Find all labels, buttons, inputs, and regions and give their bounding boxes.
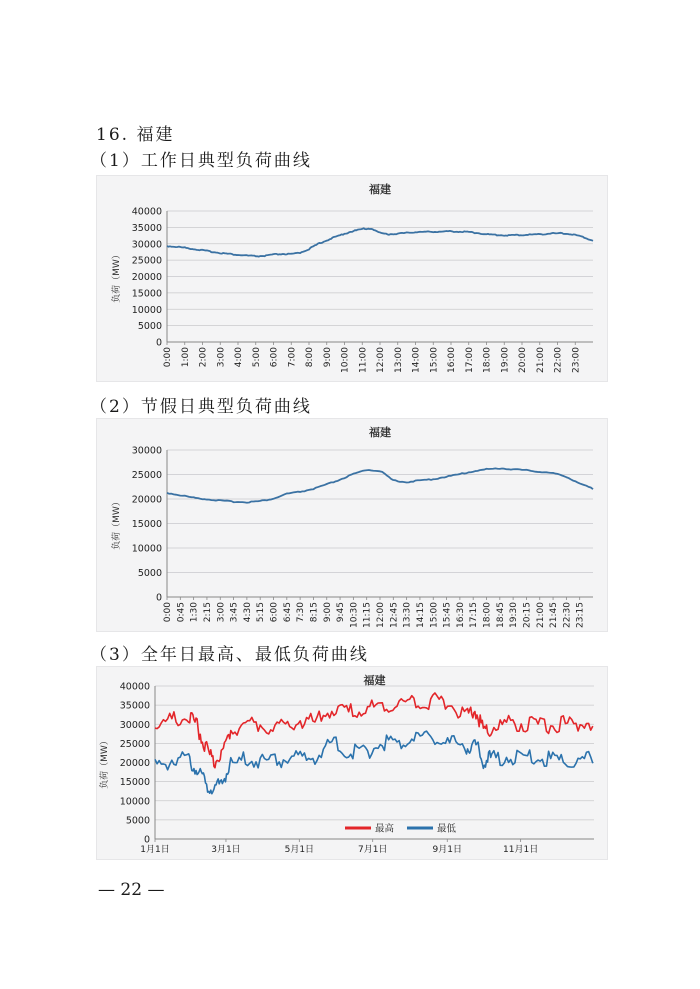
x-tick-label: 5:00 <box>251 347 262 368</box>
x-tick-label: 18:45 <box>495 602 506 628</box>
x-tick-label: 22:30 <box>562 602 573 628</box>
y-tick-label: 5000 <box>125 815 150 827</box>
x-tick-label: 1:00 <box>180 347 191 368</box>
x-tick-label: 9:45 <box>336 602 347 623</box>
x-tick-label: 21:45 <box>549 602 560 628</box>
x-tick-label: 3:00 <box>216 347 227 368</box>
y-tick-label: 30000 <box>119 719 150 731</box>
y-tick-label: 15000 <box>131 519 162 530</box>
series-line-load <box>167 468 593 502</box>
heading-holiday: （2）节假日典型负荷曲线 <box>90 397 312 417</box>
x-tick-label: 2:00 <box>198 347 209 368</box>
y-tick-label: 15000 <box>131 288 162 300</box>
x-tick-label: 12:45 <box>389 602 400 628</box>
x-tick-label: 9月1日 <box>432 845 462 855</box>
x-tick-label: 14:00 <box>411 347 422 373</box>
y-axis-label: 负荷（MW） <box>100 736 110 789</box>
x-tick-label: 16:00 <box>447 347 457 373</box>
heading-workday: （1）工作日典型负荷曲线 <box>90 151 312 171</box>
y-tick-label: 35000 <box>131 222 162 234</box>
x-tick-label: 0:00 <box>163 602 173 623</box>
x-tick-label: 4:00 <box>234 347 244 368</box>
x-tick-label: 5月1日 <box>284 845 315 855</box>
x-tick-label: 13:30 <box>402 602 413 628</box>
y-tick-label: 25000 <box>119 738 150 750</box>
y-axis-label: 负荷（MW） <box>112 497 122 550</box>
y-tick-label: 40000 <box>119 681 150 693</box>
workday-load-chart <box>97 176 607 381</box>
y-tick-label: 5000 <box>137 321 162 333</box>
page-number: — 22 — <box>98 880 165 900</box>
x-tick-label: 6:00 <box>269 602 280 623</box>
x-tick-label: 1月1日 <box>140 845 170 855</box>
y-tick-label: 10000 <box>119 796 150 808</box>
holiday-chart-container <box>96 418 608 632</box>
y-tick-label: 30000 <box>131 445 162 457</box>
y-tick-label: 0 <box>143 834 150 846</box>
x-tick-label: 14:15 <box>415 602 426 628</box>
x-tick-label: 4:30 <box>242 602 253 623</box>
annual-load-chart <box>97 667 607 859</box>
heading-annual: （3）全年日最高、最低负荷曲线 <box>90 645 369 665</box>
annual-chart-container <box>96 666 608 860</box>
y-tick-label: 5000 <box>137 568 162 579</box>
chart-title: 福建 <box>363 674 386 687</box>
x-tick-label: 7月1日 <box>357 845 388 855</box>
x-tick-label: 18:00 <box>482 347 493 373</box>
x-tick-label: 10:00 <box>340 347 351 373</box>
y-tick-label: 40000 <box>131 206 162 218</box>
legend-label-max: 最高 <box>375 823 395 835</box>
y-tick-label: 25000 <box>131 470 162 481</box>
x-tick-label: 1:30 <box>189 602 200 623</box>
x-tick-label: 13:00 <box>393 347 404 373</box>
x-tick-label: 7:00 <box>287 347 298 368</box>
legend-label-min: 最低 <box>437 823 457 835</box>
y-tick-label: 35000 <box>119 700 150 712</box>
y-tick-label: 15000 <box>119 777 150 789</box>
x-tick-label: 22:00 <box>553 347 564 373</box>
x-tick-label: 8:00 <box>305 347 315 368</box>
x-tick-label: 7:30 <box>296 602 307 623</box>
chart-title: 福建 <box>369 183 391 196</box>
series-line-load <box>167 228 593 256</box>
y-tick-label: 20000 <box>131 494 162 506</box>
x-tick-label: 11:00 <box>358 347 369 373</box>
y-tick-label: 0 <box>155 592 162 604</box>
section-title <box>96 120 174 145</box>
chart-title: 福建 <box>369 426 391 439</box>
x-tick-label: 8:15 <box>309 602 320 623</box>
x-tick-label: 11:15 <box>362 602 373 628</box>
y-axis-label: 负荷（MW） <box>112 250 122 303</box>
x-tick-label: 6:45 <box>282 602 293 623</box>
y-tick-label: 10000 <box>131 543 162 555</box>
x-tick-label: 9:00 <box>322 602 333 623</box>
x-tick-label: 20:00 <box>518 347 528 373</box>
x-tick-label: 17:15 <box>469 602 480 628</box>
x-tick-label: 5:15 <box>256 602 267 623</box>
x-tick-label: 10:30 <box>349 602 360 628</box>
x-tick-label: 15:00 <box>429 602 440 628</box>
x-tick-label: 11月1日 <box>503 845 539 855</box>
x-tick-label: 2:15 <box>202 602 213 623</box>
x-tick-label: 21:00 <box>535 602 546 628</box>
x-tick-label: 3:00 <box>216 602 227 623</box>
x-tick-label: 15:45 <box>442 602 453 628</box>
y-tick-label: 20000 <box>119 758 150 769</box>
series-line-max <box>155 693 593 768</box>
x-tick-label: 20:15 <box>522 602 533 628</box>
x-tick-label: 19:00 <box>500 347 511 373</box>
y-tick-label: 30000 <box>131 239 162 251</box>
x-tick-label: 0:00 <box>163 347 173 368</box>
y-tick-label: 10000 <box>131 304 162 316</box>
y-tick-label: 20000 <box>131 272 162 283</box>
x-tick-label: 9:00 <box>322 347 333 368</box>
y-tick-label: 25000 <box>131 255 162 267</box>
section-name: 福建 <box>136 125 175 145</box>
x-tick-label: 17:00 <box>464 347 475 373</box>
x-tick-label: 3:45 <box>229 602 240 623</box>
x-tick-label: 23:00 <box>571 347 582 373</box>
x-tick-label: 23:15 <box>575 602 586 628</box>
x-tick-label: 3月1日 <box>211 845 241 855</box>
x-tick-label: 12:00 <box>376 347 386 373</box>
x-tick-label: 16:30 <box>455 602 466 628</box>
section-number: 16. <box>96 125 130 145</box>
x-tick-label: 15:00 <box>429 347 440 373</box>
x-tick-label: 19:30 <box>509 602 520 628</box>
x-tick-label: 6:00 <box>269 347 280 368</box>
workday-chart-container <box>96 175 608 382</box>
x-tick-label: 12:00 <box>376 602 386 628</box>
x-tick-label: 18:00 <box>482 602 493 628</box>
x-tick-label: 21:00 <box>535 347 546 373</box>
x-tick-label: 0:45 <box>176 602 187 623</box>
y-tick-label: 0 <box>155 337 162 349</box>
holiday-load-chart <box>97 419 607 631</box>
